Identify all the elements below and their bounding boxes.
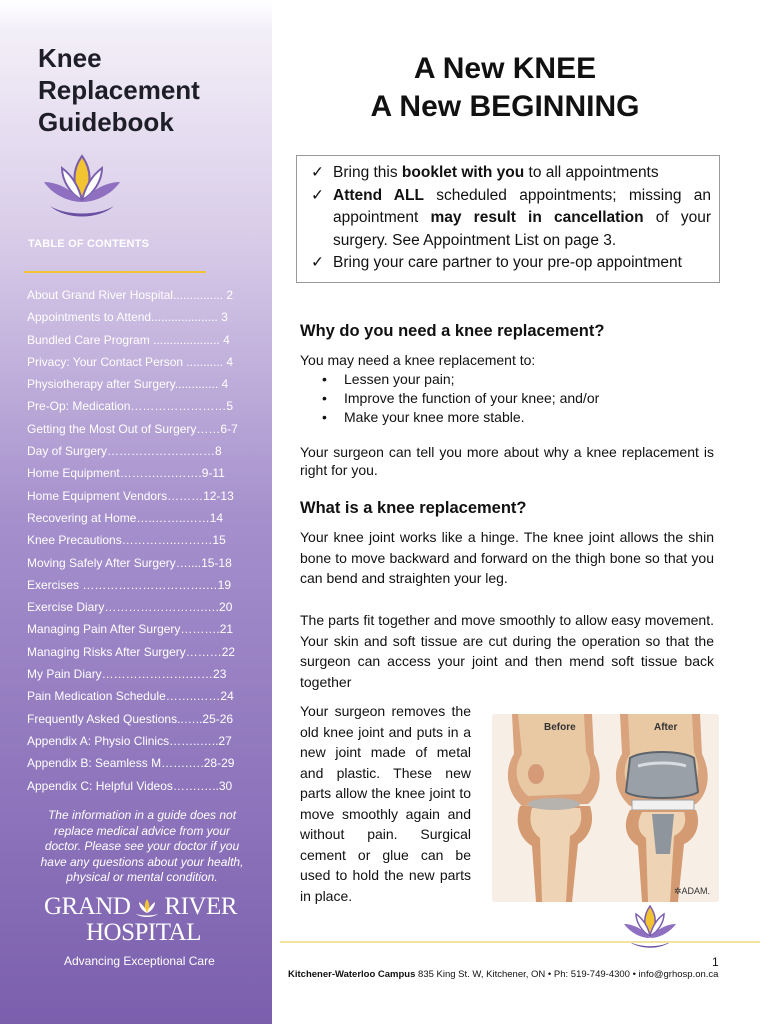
list-item: • Lessen your pain; [320,370,599,389]
lotus-logo-icon [40,150,124,222]
what-paragraph-2: The parts fit together and move smoothly to allow easy movement. Your skin and soft tissue are cut during the operation so that the surgeon can access your joint and then mend soft tissue back together [300,612,714,690]
page-title [300,50,710,126]
checkmark-icon: ✓ [311,254,324,271]
logo-lotus-icon [134,898,160,918]
toc-item: Appendix B: Seamless M…….….28-29 [27,756,235,771]
knee-illustration-svg [492,714,719,902]
toc-item: Privacy: Your Contact Person ........... 4 [27,354,234,369]
image-credit: ✲ADAM. [674,886,711,896]
title-line-2: Replacement [38,75,200,105]
footer-campus: Kitchener-Waterloo Campus [288,969,416,980]
list-item: • Improve the function of your knee; and/or [320,389,599,408]
toc-item: Moving Safely After Surgery…....15-18 [27,555,232,570]
toc-item: About Grand River Hospital............... 2 [27,288,234,302]
checklist-text: of your surgery. See Appointment List on page 3. [333,209,711,249]
title-line-1: Knee [38,43,102,73]
checklist-bold: may result in cancellation [430,209,644,226]
toc-item: My Pain Diary………………….……23 [27,667,227,682]
appointment-checklist [296,155,720,283]
toc-item: Appendix A: Physio Clinics……..…..27 [27,733,232,748]
footer [288,969,728,980]
table-of-contents [27,284,251,797]
sidebar [0,0,272,1024]
checkmark-icon: ✓ [311,164,324,181]
toc-item: Exercise Diary…………………….….20 [27,600,233,615]
toc-item: Knee Precautions…………..………15 [27,533,226,548]
toc-item: Appointments to Attend.................... 3 [27,310,228,325]
checkmark-icon: ✓ [311,186,324,204]
toc-item: Home Equipment Vendors………12-13 [27,488,234,503]
toc-item: Managing Pain After Surgery……….21 [27,622,234,637]
checklist-item [311,185,711,253]
toc-heading: TABLE OF CONTENTS [28,238,150,250]
what-paragraph-3: Your surgeon removes the old knee joint and puts in a new joint made of metal and plastic. These new parts allow the knee joint to move smoothly again and without pain. Surgical cement or glue can be used to hold the new parts in place. [300,703,471,904]
toc-item: Exercises ………………………….…19 [27,577,232,592]
checklist-text: Bring your care partner to your pre-op appointment [333,254,682,271]
toc-item: Appendix C: Helpful Videos…….…..30 [27,778,233,793]
toc-divider [24,271,206,273]
list-item: • Make your knee more stable. [320,408,599,427]
checklist-text: scheduled appointments; missing an appointment [333,186,711,226]
toc-item: Pain Medication Schedule……..……24 [27,689,234,704]
what-paragraph-1: Your knee joint works like a hinge. The knee joint allows the shin bone to move backward and forward on the thigh bone so that you can bend and straighten your leg. [300,529,714,586]
page-number: 1 [712,955,719,969]
why-heading: Why do you need a knee replacement? [300,322,605,340]
why-outro: Your surgeon can tell you more about why a knee replacement is right for you. [300,444,714,478]
disclaimer: The information in a guide does not replace medical advice from your doctor. Please see your doctor if you have any questions about your health, physical or mental condition. [40,808,244,884]
why-bullets [320,370,599,427]
title-line-2: A New BEGINNING [370,90,640,123]
before-label: Before [544,722,576,733]
hospital-logo [44,894,244,968]
toc-item: Frequently Asked Questions..…..25-26 [27,711,234,726]
title-line-3: Guidebook [38,107,174,137]
footer-contact: 835 King St. W, Kitchener, ON • Ph: 519-749-4300 • info@grhosp.on.ca [415,969,719,980]
toc-item: Getting the Most Out of Surgery……6-7 [27,421,238,436]
toc-item: Recovering at Home…..……..……14 [27,510,224,525]
what-heading: What is a knee replacement? [300,499,527,517]
toc-item: Managing Risks After Surgery………22 [27,644,236,659]
knee-before-after-illustration [492,714,719,902]
footer-divider [280,941,760,943]
why-intro: You may need a knee replacement to: [300,352,536,368]
checklist-item [311,162,711,185]
logo-word-grand: GRAND [44,893,131,920]
after-label: After [654,722,678,733]
checklist-item [311,252,711,275]
logo-word-hospital: HOSPITAL [86,919,201,946]
checklist-text: to all appointments [524,164,659,181]
toc-item: Home Equipment……….….…….9-11 [27,466,225,481]
toc-item: Day of Surgery………………………8 [27,444,222,459]
logo-tagline: Advancing Exceptional Care [64,954,215,968]
checklist-text: Bring this [333,164,402,181]
toc-item: Physiotherapy after Surgery............. 4 [27,377,229,392]
toc-item: Bundled Care Program .................... 4 [27,332,230,347]
guidebook-title [38,42,258,138]
checklist-bold: booklet with you [401,164,525,181]
checklist-bold: Attend ALL [333,186,424,204]
title-line-1: A New KNEE [413,52,597,85]
logo-word-river: RIVER [164,893,237,920]
toc-item: Pre-Op: Medication……………………5 [27,399,234,414]
lotus-footer-icon [622,904,678,950]
